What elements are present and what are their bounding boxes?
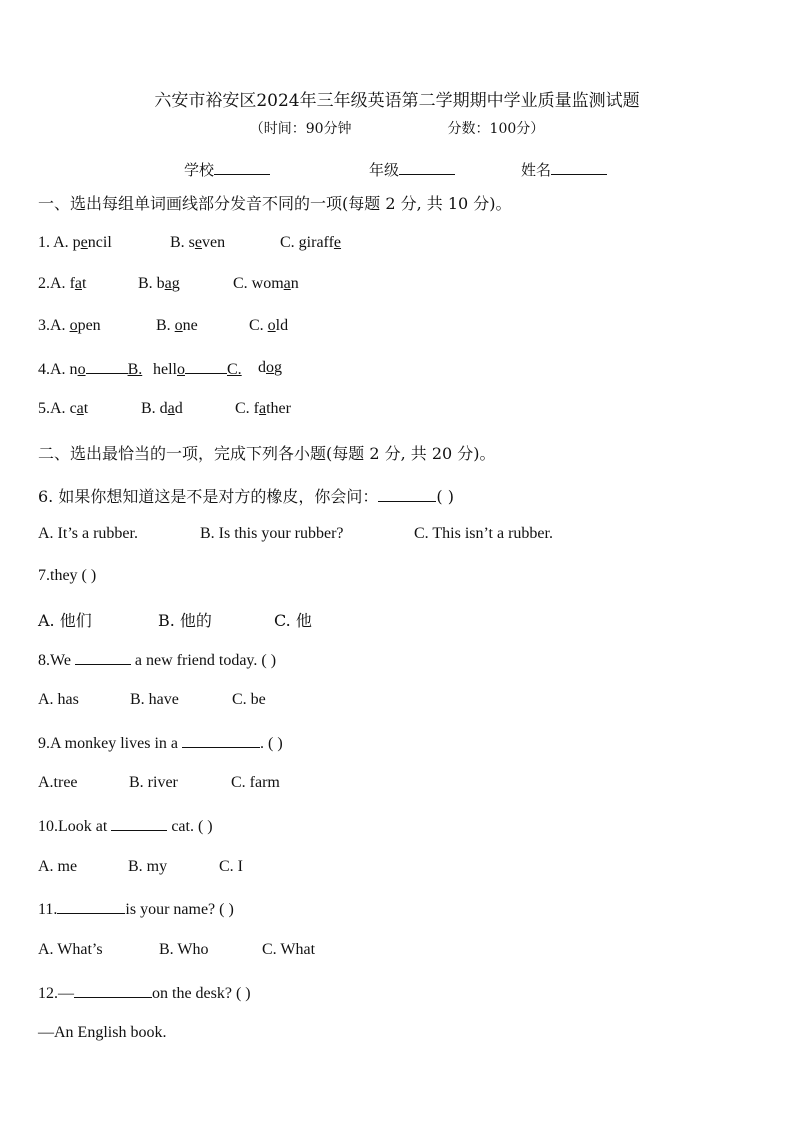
page-title: 六安市裕安区2024年三年级英语第二学期期中学业质量监测试题: [154, 91, 640, 111]
q2-option-c: C. woman: [233, 275, 299, 292]
question-6: [38, 484, 454, 507]
q10-option-b: B. my: [128, 858, 168, 875]
q6-option-c: C. This isn’t a rubber.: [414, 525, 553, 542]
q2-option-a: 2.A. fat: [38, 275, 87, 292]
q9-option-b: B. river: [129, 774, 178, 791]
q6-option-a: A. It’s a rubber.: [38, 525, 138, 542]
q7-option-c: C. 他: [274, 611, 312, 630]
q5-option-a: 5.A. cat: [38, 400, 89, 417]
q9-option-a: A.tree: [38, 774, 78, 791]
grade-field: [369, 159, 455, 180]
q5-option-b: B. dad: [141, 400, 183, 417]
question-8: 8.We a new friend today. ( ): [38, 652, 277, 669]
question-7: [38, 567, 96, 585]
q10-option-c: C. I: [219, 858, 243, 875]
section1-heading: 一、选出每组单词画线部分发音不同的一项(每题 2 分, 共 10 分)。: [38, 194, 512, 213]
q7-option-b: B. 他的: [158, 611, 212, 630]
q8-option-b: B. have: [130, 691, 179, 708]
q11-option-a: A. What’s: [38, 941, 103, 958]
q5-option-c: C. father: [235, 400, 291, 417]
q1-option-c: C. giraffe: [280, 234, 342, 251]
question-9: 9.A monkey lives in a . ( ): [38, 735, 283, 752]
exam-time: （时间：90分钟: [249, 121, 352, 137]
q12-blank[interactable]: [74, 983, 152, 998]
q3-option-b: B. one: [156, 317, 198, 334]
question-11: 11. is your name? ( ): [38, 901, 234, 918]
q1-option-b: B. seven: [170, 234, 226, 251]
name-field: [521, 159, 607, 180]
grade-label: 年级: [369, 161, 400, 179]
school-field: [184, 159, 270, 180]
q6-blank[interactable]: [378, 487, 436, 502]
q6-stem: 6. 如果你想知道这是不是对方的橡皮，你会问：: [38, 487, 379, 506]
q11-option-b: B. Who: [159, 941, 209, 958]
q8-blank[interactable]: [75, 650, 131, 665]
school-blank[interactable]: [214, 160, 270, 175]
question-10: 10.Look at cat. ( ): [38, 818, 213, 835]
q4-option-c: dog: [258, 359, 282, 376]
q2-option-b: B. bag: [138, 275, 180, 292]
q4-option-a: 4.A. no B.: [38, 361, 143, 378]
q8-option-c: C. be: [232, 691, 266, 708]
q11-blank[interactable]: [57, 899, 125, 914]
q7-option-a: A. 他们: [38, 611, 92, 630]
q9-blank[interactable]: [182, 733, 260, 748]
q12-answer: —An English book.: [38, 1024, 167, 1041]
q6-paren: ( ): [436, 487, 454, 506]
q1-option-a: 1. A. pencil: [38, 234, 112, 251]
q10-blank[interactable]: [111, 816, 167, 831]
name-label: 姓名: [521, 161, 552, 179]
question-12: 12.— on the desk? ( ): [38, 985, 251, 1002]
q3-option-a: 3.A. open: [38, 317, 101, 334]
school-label: 学校: [184, 161, 215, 179]
grade-blank[interactable]: [399, 160, 455, 175]
q7-stem: 7.they ( ): [38, 567, 97, 584]
exam-subtitle: [0, 118, 794, 138]
q10-option-a: A. me: [38, 858, 78, 875]
section2-heading: 二、选出最恰当的一项，完成下列各小题(每题 2 分, 共 20 分)。: [38, 444, 496, 463]
q6-option-b: B. Is this your rubber?: [200, 525, 344, 542]
q8-option-a: A. has: [38, 691, 79, 708]
q4-option-b: hello C.: [153, 361, 242, 378]
q11-option-c: C. What: [262, 941, 316, 958]
q3-option-c: C. old: [249, 317, 289, 334]
q9-option-c: C. farm: [231, 774, 280, 791]
exam-score: 分数：100分）: [447, 121, 545, 137]
name-blank[interactable]: [551, 160, 607, 175]
